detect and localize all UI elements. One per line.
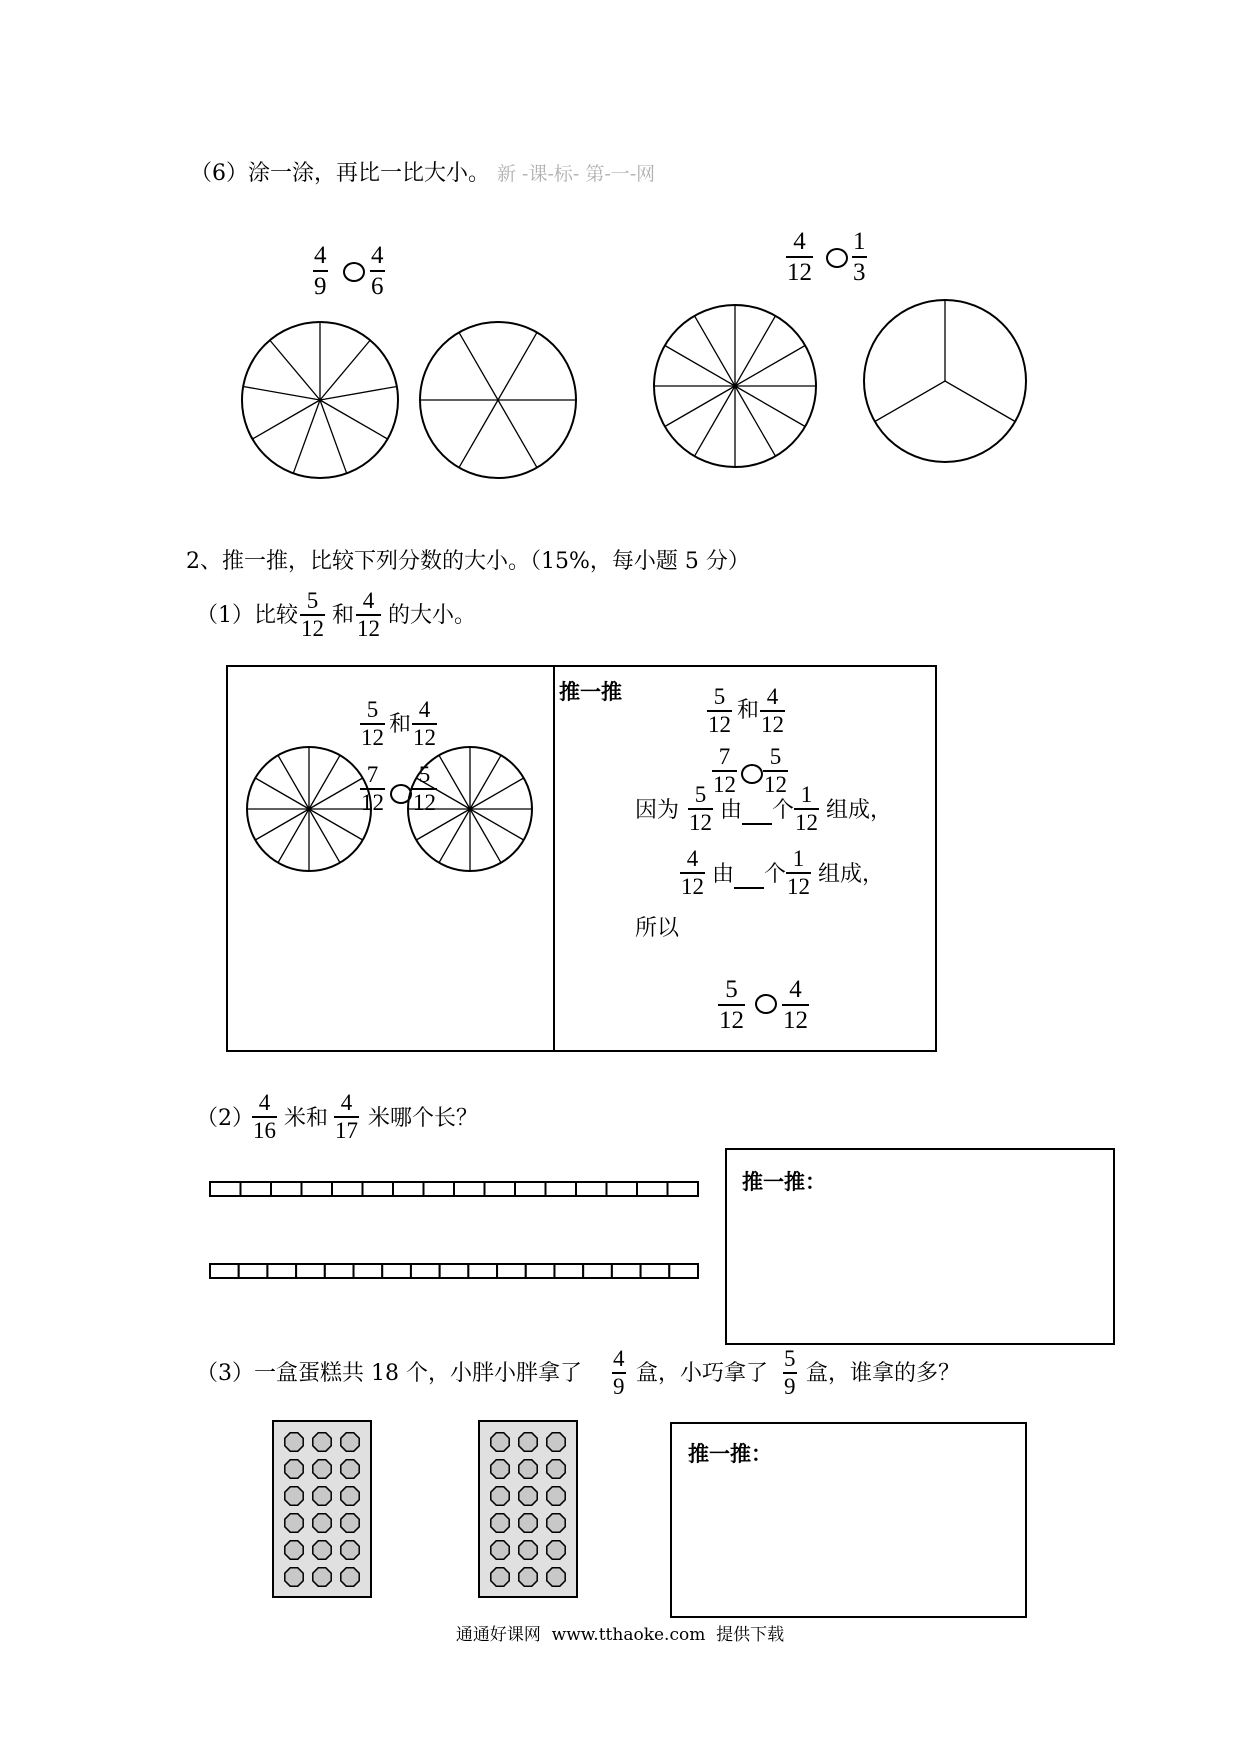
- bar-segment: [267, 1264, 296, 1278]
- bar-segment: [302, 1182, 333, 1196]
- composed-text-1: 组成，: [826, 798, 893, 823]
- section6-title-text: （6）涂一涂，再比一比大小。: [190, 161, 490, 186]
- part3-mid: 盒，小巧拿了: [636, 1361, 769, 1386]
- cake-piece: [341, 1514, 359, 1532]
- part3-suffix: 盒，谁拿的多？: [806, 1361, 961, 1386]
- part3-box-heading: 推一推：: [688, 1442, 772, 1466]
- compare-circle[interactable]: [826, 248, 848, 268]
- by-text-2: 由 个: [712, 862, 787, 887]
- box-right-connector: 和: [737, 698, 760, 723]
- bar-segment: [637, 1182, 668, 1196]
- part3-prefix: （3）一盒蛋糕共 18 个，小胖小胖拿了: [196, 1361, 582, 1386]
- cake-piece: [519, 1487, 537, 1505]
- box-right-heading: 推一推: [559, 680, 622, 704]
- so-text: 所以: [635, 916, 680, 941]
- cake-piece: [491, 1514, 509, 1532]
- cake-piece: [313, 1541, 331, 1559]
- circle-twelfths[interactable]: [652, 303, 818, 469]
- cake-piece: [285, 1433, 303, 1451]
- bar-segment: [607, 1182, 638, 1196]
- cake-piece: [341, 1487, 359, 1505]
- cake-piece: [491, 1433, 509, 1451]
- part3-fraction-a: $\frac{4}{9}$: [613, 1346, 625, 1399]
- cake-piece: [313, 1433, 331, 1451]
- cake-box-1[interactable]: [272, 1420, 372, 1598]
- answer-blank-2[interactable]: [734, 865, 764, 889]
- circle-thirds[interactable]: [862, 298, 1028, 464]
- watermark-text: 新 -课-标- 第-一-网: [497, 163, 656, 185]
- circle-ninths[interactable]: [240, 320, 400, 480]
- part2-mid: 米和: [284, 1106, 329, 1131]
- part1-fraction-b: $\frac{4}{12}$: [357, 588, 380, 641]
- cake-box-2[interactable]: [478, 1420, 578, 1598]
- box-right-fraction-b: $\frac{4}{12}$: [681, 846, 704, 899]
- bar-segment: [239, 1264, 268, 1278]
- box-left-connector: 和: [389, 712, 412, 737]
- box-left-fraction-4: $\frac{5}{12}$: [413, 762, 436, 815]
- part1-box-divider: [553, 665, 555, 1050]
- bar-segment: [382, 1264, 411, 1278]
- bar-segment: [411, 1264, 440, 1278]
- box-right-fraction-3: $\frac{7}{12}$: [713, 744, 736, 797]
- circle-twelfths-left[interactable]: [245, 745, 373, 873]
- bar-segment: [546, 1182, 577, 1196]
- cake-piece: [313, 1487, 331, 1505]
- box-right-unit-fraction-2: $\frac{1}{12}$: [787, 846, 810, 899]
- bar-segment: [612, 1264, 641, 1278]
- box-right-fraction-2: $\frac{4}{12}$: [761, 684, 784, 737]
- part1-prefix: （1）比较: [196, 603, 298, 628]
- cake-piece: [519, 1433, 537, 1451]
- bar-segment: [576, 1182, 607, 1196]
- box-right-fraction-a: $\frac{5}{12}$: [689, 782, 712, 835]
- cake-piece: [547, 1514, 565, 1532]
- cake-piece: [519, 1541, 537, 1559]
- bar-segment: [354, 1264, 383, 1278]
- cake-piece: [285, 1460, 303, 1478]
- bar-segment: [669, 1264, 698, 1278]
- bar-segment: [241, 1182, 272, 1196]
- fraction-4-9: $\frac{4}{9}$: [314, 242, 327, 300]
- compare-circle[interactable]: [390, 784, 412, 804]
- box-right-fraction-1: $\frac{5}{12}$: [708, 684, 731, 737]
- bar-segment: [332, 1182, 363, 1196]
- cake-piece: [285, 1541, 303, 1559]
- bar-segment: [363, 1182, 394, 1196]
- bar-segment: [271, 1182, 302, 1196]
- part3-fraction-b: $\frac{5}{9}$: [784, 1346, 796, 1399]
- bar-segment: [485, 1182, 516, 1196]
- compare-circle[interactable]: [755, 994, 777, 1014]
- part1-connector: 和: [332, 603, 355, 628]
- cake-piece: [285, 1568, 303, 1586]
- because-text: 因为: [635, 798, 680, 823]
- compare-circle[interactable]: [343, 262, 365, 282]
- cake-piece: [519, 1460, 537, 1478]
- bar-segment: [583, 1264, 612, 1278]
- cake-piece: [547, 1487, 565, 1505]
- circle-sixths[interactable]: [418, 320, 578, 480]
- cake-piece: [547, 1541, 565, 1559]
- bar-segment: [440, 1264, 469, 1278]
- bar-segment: [554, 1264, 583, 1278]
- cake-piece: [491, 1460, 509, 1478]
- bar-segment: [668, 1182, 699, 1196]
- cake-piece: [519, 1514, 537, 1532]
- bar-segment: [325, 1264, 354, 1278]
- box-right-unit-fraction-1: $\frac{1}{12}$: [795, 782, 818, 835]
- fraction-4-12: $\frac{4}{12}$: [787, 228, 812, 286]
- part2-prefix: （2）: [196, 1106, 254, 1131]
- bar-segment: [497, 1264, 526, 1278]
- cake-piece: [491, 1568, 509, 1586]
- cake-piece: [491, 1541, 509, 1559]
- cake-piece: [547, 1433, 565, 1451]
- cake-piece: [313, 1568, 331, 1586]
- section6-title: [190, 160, 655, 188]
- footer-text: 通通好课网 www.tthaoke.com 提供下载: [455, 1625, 785, 1645]
- part2-suffix: 米哪个长？: [368, 1106, 479, 1131]
- cake-piece: [285, 1514, 303, 1532]
- cake-piece: [313, 1460, 331, 1478]
- box-right-fraction-4: $\frac{5}{12}$: [764, 744, 787, 797]
- bar-segment: [424, 1182, 455, 1196]
- answer-blank-1[interactable]: [742, 801, 772, 825]
- bar-segment: [468, 1264, 497, 1278]
- box-right-fraction-d: $\frac{4}{12}$: [783, 976, 808, 1034]
- cake-piece: [285, 1487, 303, 1505]
- part2-box-heading: 推一推：: [742, 1170, 826, 1194]
- bar-segment: [454, 1182, 485, 1196]
- fraction-4-6: $\frac{4}{6}$: [371, 242, 384, 300]
- compare-circle[interactable]: [741, 764, 763, 784]
- part1-suffix: 的大小。: [388, 603, 477, 628]
- question2-title: 2、推一推，比较下列分数的大小。（15%，每小题 5 分）: [186, 549, 750, 574]
- part2-fraction-a: $\frac{4}{16}$: [253, 1090, 276, 1143]
- box-left-fraction-2: $\frac{4}{12}$: [413, 697, 436, 750]
- cake-piece: [547, 1460, 565, 1478]
- cake-piece: [341, 1433, 359, 1451]
- bar-16-segments[interactable]: [208, 1180, 700, 1198]
- bar-segment: [641, 1264, 670, 1278]
- cake-piece: [341, 1568, 359, 1586]
- cake-piece: [491, 1487, 509, 1505]
- by-text-1: 由 个: [720, 798, 795, 823]
- bar-segment: [526, 1264, 555, 1278]
- bar-segment: [296, 1264, 325, 1278]
- cake-piece: [341, 1460, 359, 1478]
- cake-piece: [519, 1568, 537, 1586]
- part1-fraction-a: $\frac{5}{12}$: [301, 588, 324, 641]
- bar-segment: [393, 1182, 424, 1196]
- bar-17-segments[interactable]: [208, 1262, 700, 1280]
- cake-piece: [547, 1568, 565, 1586]
- part2-fraction-b: $\frac{4}{17}$: [335, 1090, 358, 1143]
- composed-text-2: 组成，: [818, 862, 885, 887]
- cake-piece: [313, 1514, 331, 1532]
- bar-segment: [210, 1264, 239, 1278]
- box-left-fraction-1: $\frac{5}{12}$: [361, 697, 384, 750]
- cake-piece: [341, 1541, 359, 1559]
- box-right-fraction-c: $\frac{5}{12}$: [719, 976, 744, 1034]
- bar-segment: [210, 1182, 241, 1196]
- box-left-fraction-3: $\frac{7}{12}$: [361, 762, 384, 815]
- fraction-1-3: $\frac{1}{3}$: [853, 228, 866, 286]
- bar-segment: [515, 1182, 546, 1196]
